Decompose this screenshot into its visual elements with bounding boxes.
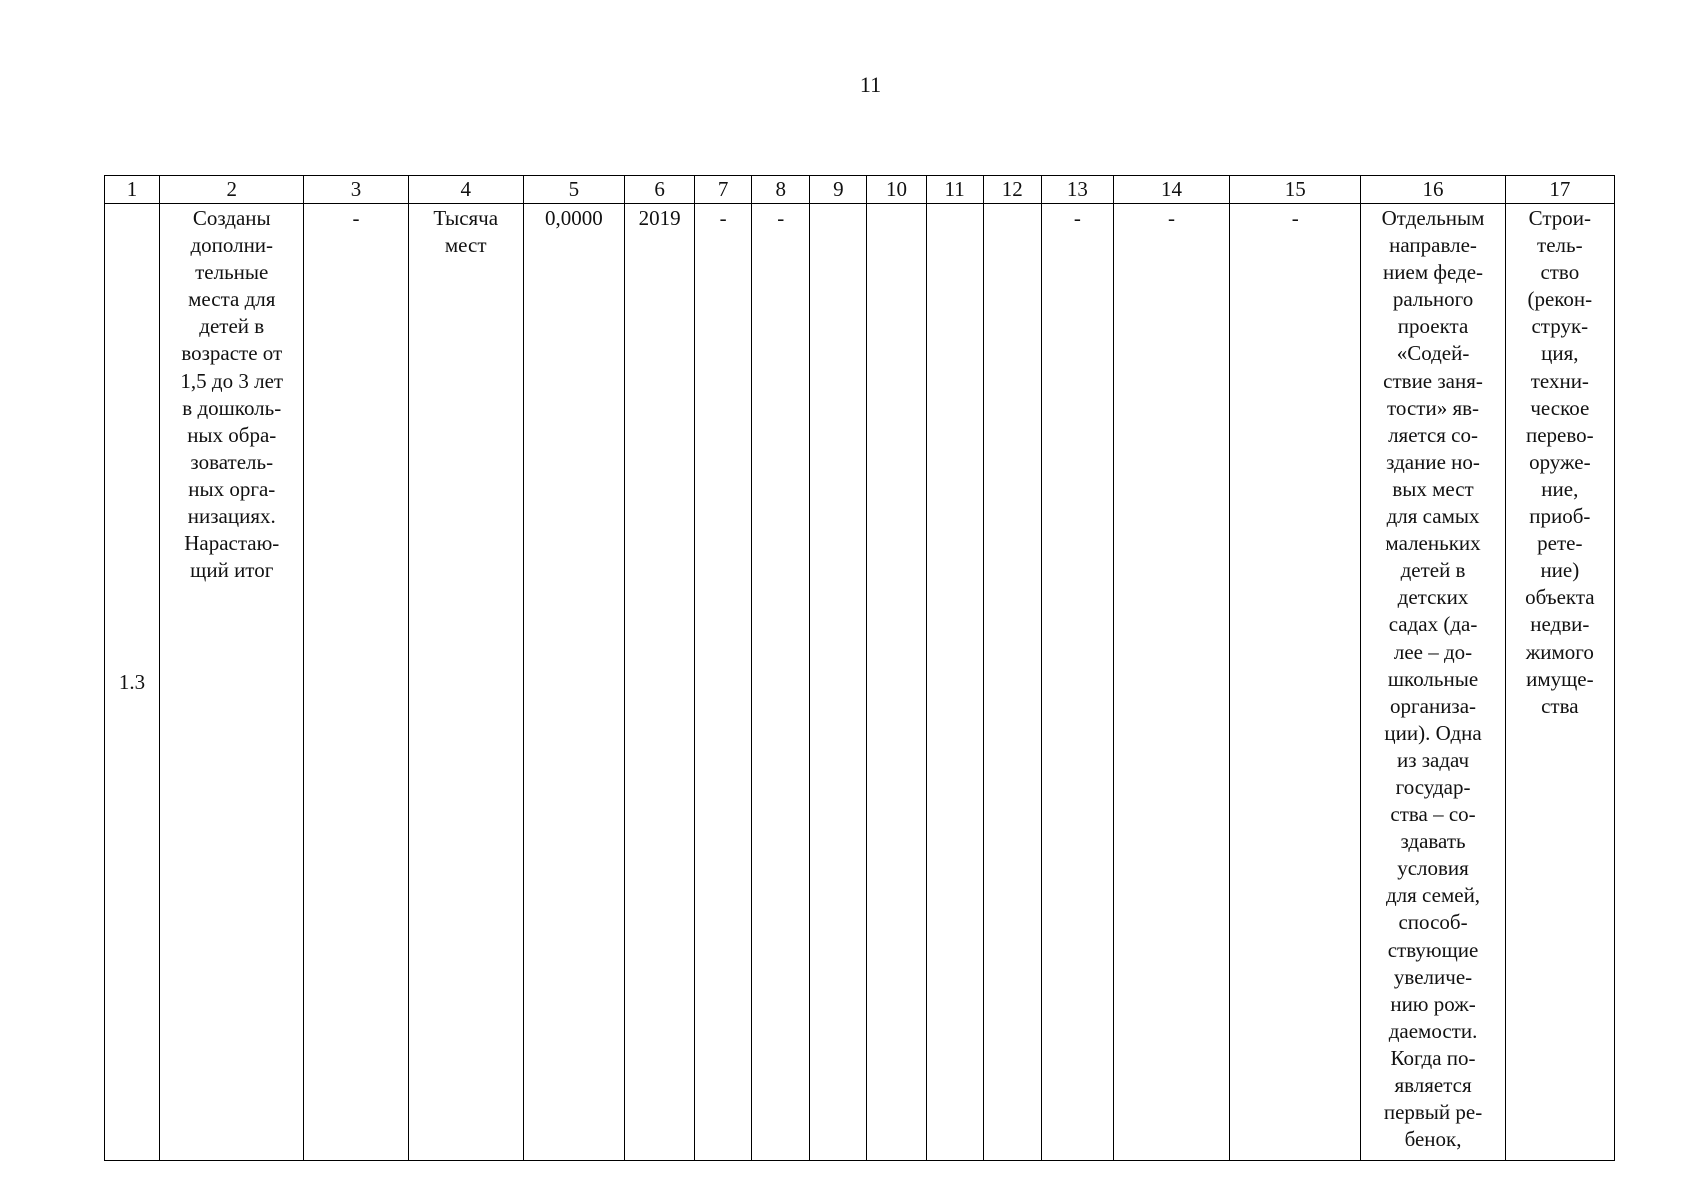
column-header-15: 15 (1230, 176, 1361, 204)
column-header-8: 8 (752, 176, 810, 204)
column-header-1: 1 (105, 176, 160, 204)
column-header-6: 6 (625, 176, 695, 204)
column-header-7: 7 (695, 176, 752, 204)
column-header-5: 5 (523, 176, 624, 204)
page-number: 11 (859, 72, 882, 97)
column-header-16: 16 (1361, 176, 1505, 204)
cell-col-7: - (695, 204, 752, 1161)
column-header-11: 11 (926, 176, 983, 204)
column-header-13: 13 (1041, 176, 1113, 204)
row-number-cell: 1.3 (105, 204, 160, 1161)
column-header-2: 2 (160, 176, 304, 204)
base-value-cell: 0,0000 (523, 204, 624, 1161)
column-header-14: 14 (1113, 176, 1229, 204)
column-header-9: 9 (810, 176, 867, 204)
cell-col-14: - (1113, 204, 1229, 1161)
column-header-3: 3 (304, 176, 408, 204)
cell-col-9 (810, 204, 867, 1161)
column-header-12: 12 (983, 176, 1041, 204)
data-table (104, 175, 1615, 1161)
year-cell: 2019 (625, 204, 695, 1161)
activity-type-cell: Строи- тель- ство (рекон- струк- ция, техни- ческое перево- оруже- ние, приоб- рете- ние) объекта недви- жимого имуще- ства (1505, 204, 1614, 1161)
cell-col-3: - (304, 204, 408, 1161)
unit-cell: Тысяча мест (408, 204, 523, 1161)
table-row (105, 204, 1615, 1161)
cell-col-8: - (752, 204, 810, 1161)
cell-col-11 (926, 204, 983, 1161)
header-row (105, 176, 1615, 204)
column-header-4: 4 (408, 176, 523, 204)
cell-col-10 (867, 204, 926, 1161)
description-cell: Отдельным направле- нием феде- рального проекта «Содей- ствие заня- тости» яв- ляется со- здание но- вых мест для самых маленьких детей в детских садах (да- лее – до- школьные организа- ции). Одна из задач государ- ства – со- здавать условия для семей, способ- ствующие увеличе- нию рож- даемости. Когда по- является первый ре- бенок, (1361, 204, 1505, 1161)
column-header-17: 17 (1505, 176, 1614, 204)
cell-col-13: - (1041, 204, 1113, 1161)
cell-col-12 (983, 204, 1041, 1161)
column-header-10: 10 (867, 176, 926, 204)
cell-col-15: - (1230, 204, 1361, 1161)
indicator-name-cell: Созданы дополни- тельные места для детей в возрасте от 1,5 до 3 лет в дошколь- ных обра- зователь- ных орга- низациях. Нарастаю- щий итог (160, 204, 304, 1161)
